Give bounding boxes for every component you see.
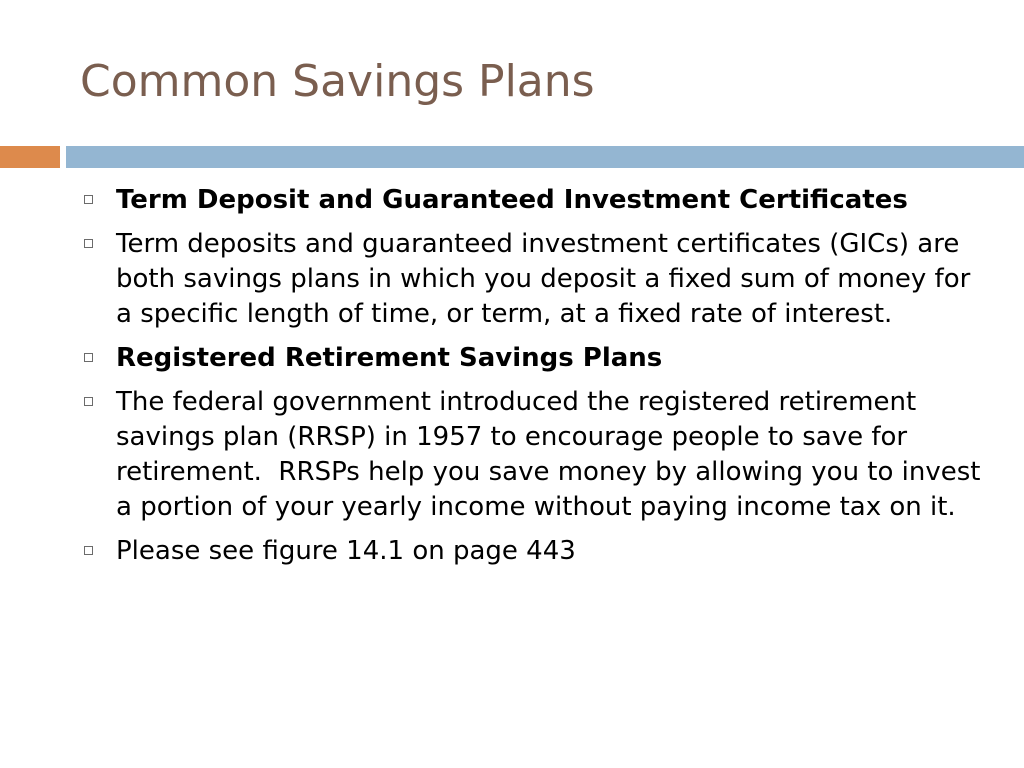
bullet-item-term-deposit-heading (84, 183, 984, 218)
bullet-text: Registered Retirement Savings Plans (116, 343, 663, 373)
bullet-item-rrsp-heading (84, 341, 984, 376)
bullet-text: Term Deposit and Guaranteed Investment Certificates (116, 185, 908, 215)
bullet-list (84, 183, 989, 578)
hollow-square-bullet-icon (84, 397, 93, 406)
blue-accent-bar (66, 146, 1024, 168)
bullet-text: Please see figure 14.1 on page 443 (116, 536, 576, 566)
hollow-square-bullet-icon (84, 353, 93, 362)
hollow-square-bullet-icon (84, 239, 93, 248)
bullet-item-rrsp-description (84, 385, 989, 525)
orange-accent-bar (0, 146, 60, 168)
bullet-item-figure-reference (84, 534, 984, 569)
bullet-text: The federal government introduced the registered retirement savings plan (RRSP) in 1957 to encourage people to save for retirement. RRSPs help you save money by allowing you to invest a portion of your yearly income without paying income tax on it. (116, 387, 989, 522)
bullet-text: Term deposits and guaranteed investment certificates (GICs) are both savings plans in which you deposit a fixed sum of money for a specific length of time, or term, at a fixed rate of interest. (116, 229, 979, 329)
bullet-item-term-deposit-description (84, 227, 984, 332)
hollow-square-bullet-icon (84, 546, 93, 555)
slide-title: Common Savings Plans (80, 56, 595, 107)
hollow-square-bullet-icon (84, 195, 93, 204)
